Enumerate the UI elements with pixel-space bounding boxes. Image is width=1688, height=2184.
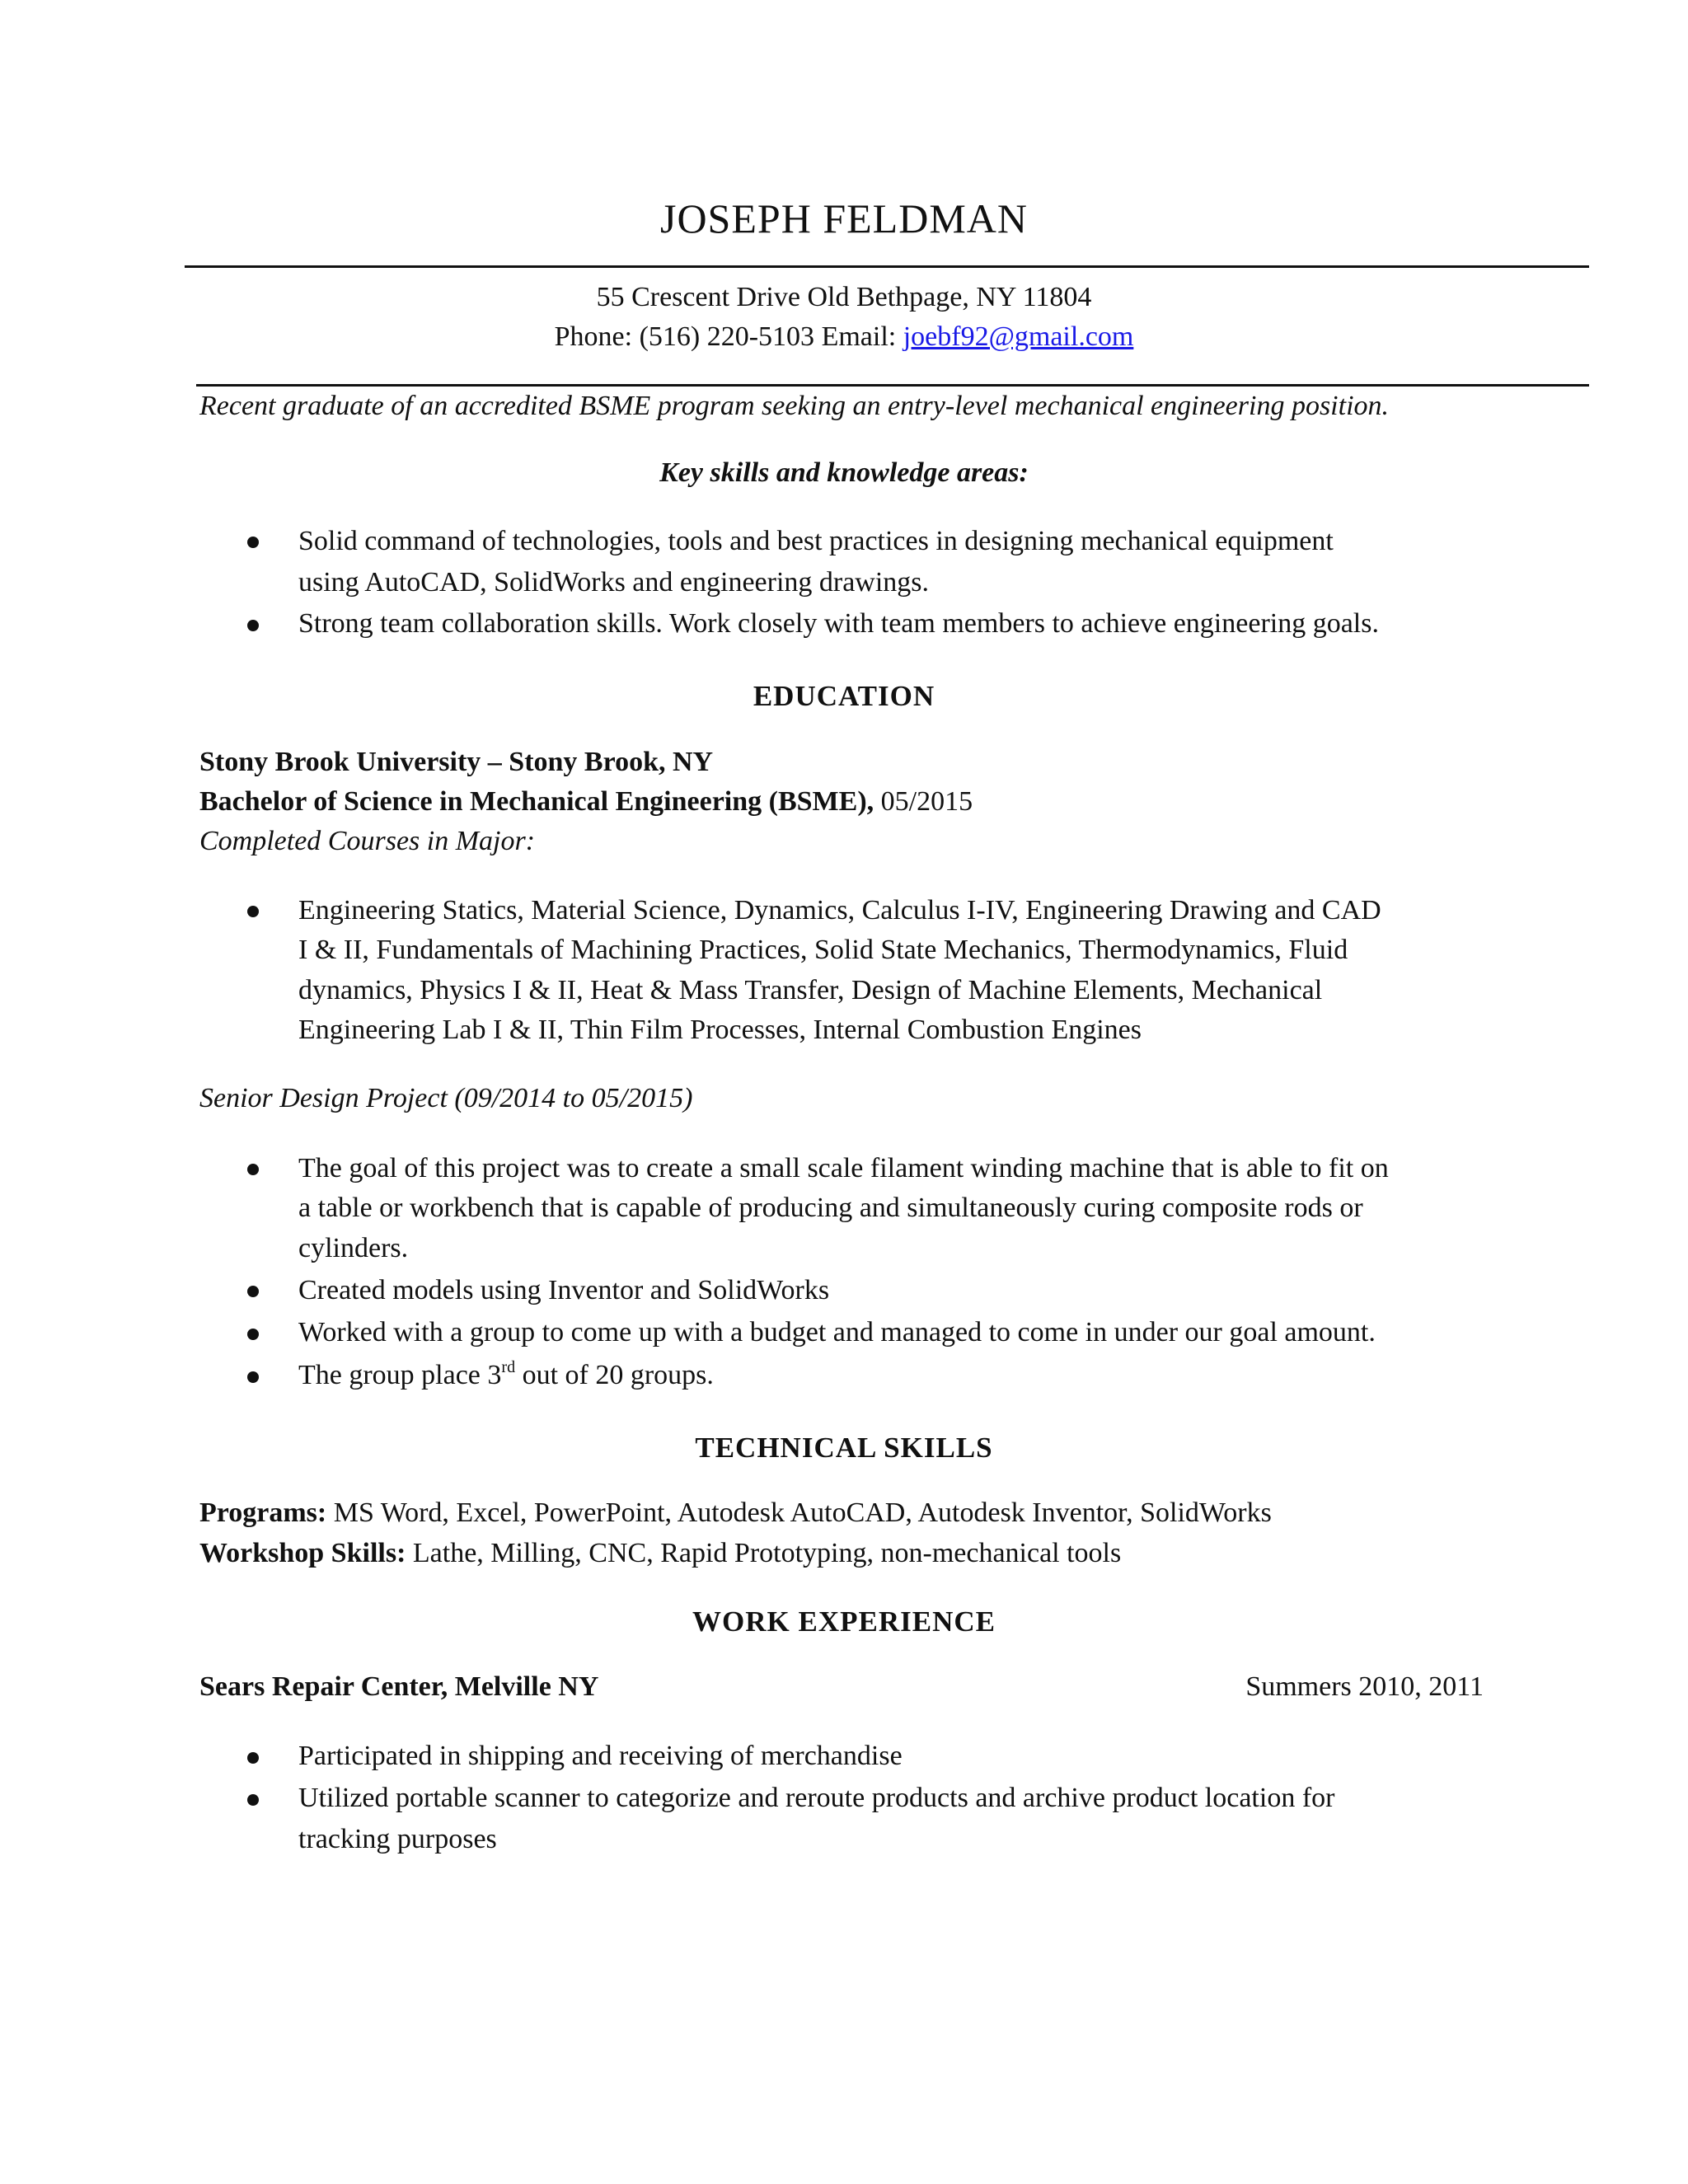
- bullet: [247, 537, 259, 548]
- course-line-4: Engineering Lab I & II, Thin Film Processes, Internal Combustion Engines: [298, 1015, 1142, 1045]
- phone-number: (516) 220-5103: [639, 321, 815, 352]
- email-label: Email:: [821, 321, 897, 352]
- header-divider-bottom: [196, 384, 1589, 387]
- project-item-1-line3: cylinders.: [298, 1233, 409, 1263]
- employment-dates: Summers 2010, 2011: [1245, 1671, 1484, 1702]
- bullet: [247, 1794, 259, 1806]
- address: 55 Crescent Drive Old Bethpage, NY 11804: [596, 282, 1092, 312]
- key-skill-1-line2: using AutoCAD, SolidWorks and engineering drawings.: [298, 567, 930, 598]
- course-line-2: I & II, Fundamentals of Machining Practices, Solid State Mechanics, Thermodynamics, Fluid: [298, 935, 1348, 965]
- work-item-2-line1: Utilized portable scanner to categorize and reroute products and archive product location for: [298, 1783, 1335, 1813]
- bullet: [247, 1164, 259, 1175]
- programs-list: MS Word, Excel, PowerPoint, Autodesk AutoCAD, Autodesk Inventor, SolidWorks: [326, 1497, 1272, 1528]
- header-divider-top: [185, 265, 1589, 268]
- work-item-1: Participated in shipping and receiving of merchandise: [298, 1741, 903, 1771]
- workshop-line: [199, 1538, 1121, 1569]
- technical-skills-heading: TECHNICAL SKILLS: [695, 1432, 993, 1464]
- project-item-1-line1: The goal of this project was to create a small scale filament winding machine that is able to fit on: [298, 1153, 1389, 1183]
- work-item-2-line2: tracking purposes: [298, 1824, 497, 1854]
- key-skills-heading: Key skills and knowledge areas:: [659, 457, 1029, 488]
- candidate-name: JOSEPH FELDMAN: [659, 195, 1028, 241]
- programs-label: Programs:: [199, 1497, 327, 1528]
- bullet: [247, 1329, 259, 1340]
- phone-label: Phone:: [554, 321, 633, 352]
- bullet: [247, 620, 259, 631]
- project-item-4-post: out of 20 groups.: [515, 1360, 714, 1390]
- project-item-4-pre: The group place 3: [298, 1360, 502, 1390]
- project-item-3: Worked with a group to come up with a budget and managed to come in under our goal amount.: [298, 1317, 1376, 1347]
- degree-line: [199, 786, 973, 818]
- degree-date: 05/2015: [874, 786, 973, 817]
- key-skill-1-line1: Solid command of technologies, tools and best practices in designing mechanical equipment: [298, 526, 1334, 556]
- key-skill-2: Strong team collaboration skills. Work closely with team members to achieve engineering goals.: [298, 608, 1379, 639]
- objective: Recent graduate of an accredited BSME program seeking an entry-level mechanical engineering position.: [199, 391, 1390, 421]
- workshop-list: Lathe, Milling, CNC, Rapid Prototyping, non-mechanical tools: [406, 1538, 1122, 1568]
- courses-label: Completed Courses in Major:: [199, 826, 536, 856]
- school-name: Stony Brook University – Stony Brook, NY: [199, 747, 714, 777]
- degree-title: Bachelor of Science in Mechanical Engineering (BSME),: [199, 786, 874, 817]
- email-link[interactable]: joebf92@gmail.com: [903, 321, 1134, 352]
- course-line-1: Engineering Statics, Material Science, Dynamics, Calculus I-IV, Engineering Drawing and CAD: [298, 895, 1381, 926]
- work-experience-heading: WORK EXPERIENCE: [692, 1605, 996, 1638]
- project-item-2: Created models using Inventor and SolidWorks: [298, 1275, 830, 1305]
- bullet: [247, 1752, 259, 1764]
- workshop-label: Workshop Skills:: [199, 1538, 406, 1568]
- project-label: Senior Design Project (09/2014 to 05/2015): [199, 1083, 693, 1113]
- programs-line: [199, 1497, 1272, 1529]
- bullet: [247, 906, 259, 917]
- contact-line: [0, 321, 1688, 353]
- project-item-1-line2: a table or workbench that is capable of producing and simultaneously curing composite rods or: [298, 1193, 1363, 1223]
- course-line-3: dynamics, Physics I & II, Heat & Mass Transfer, Design of Machine Elements, Mechanical: [298, 975, 1323, 1005]
- project-item-4-sup: rd: [501, 1358, 516, 1376]
- bullet: [247, 1286, 259, 1297]
- education-heading: EDUCATION: [753, 680, 935, 712]
- employer: Sears Repair Center, Melville NY: [199, 1671, 599, 1702]
- project-item-4: [298, 1360, 714, 1391]
- bullet: [247, 1371, 259, 1383]
